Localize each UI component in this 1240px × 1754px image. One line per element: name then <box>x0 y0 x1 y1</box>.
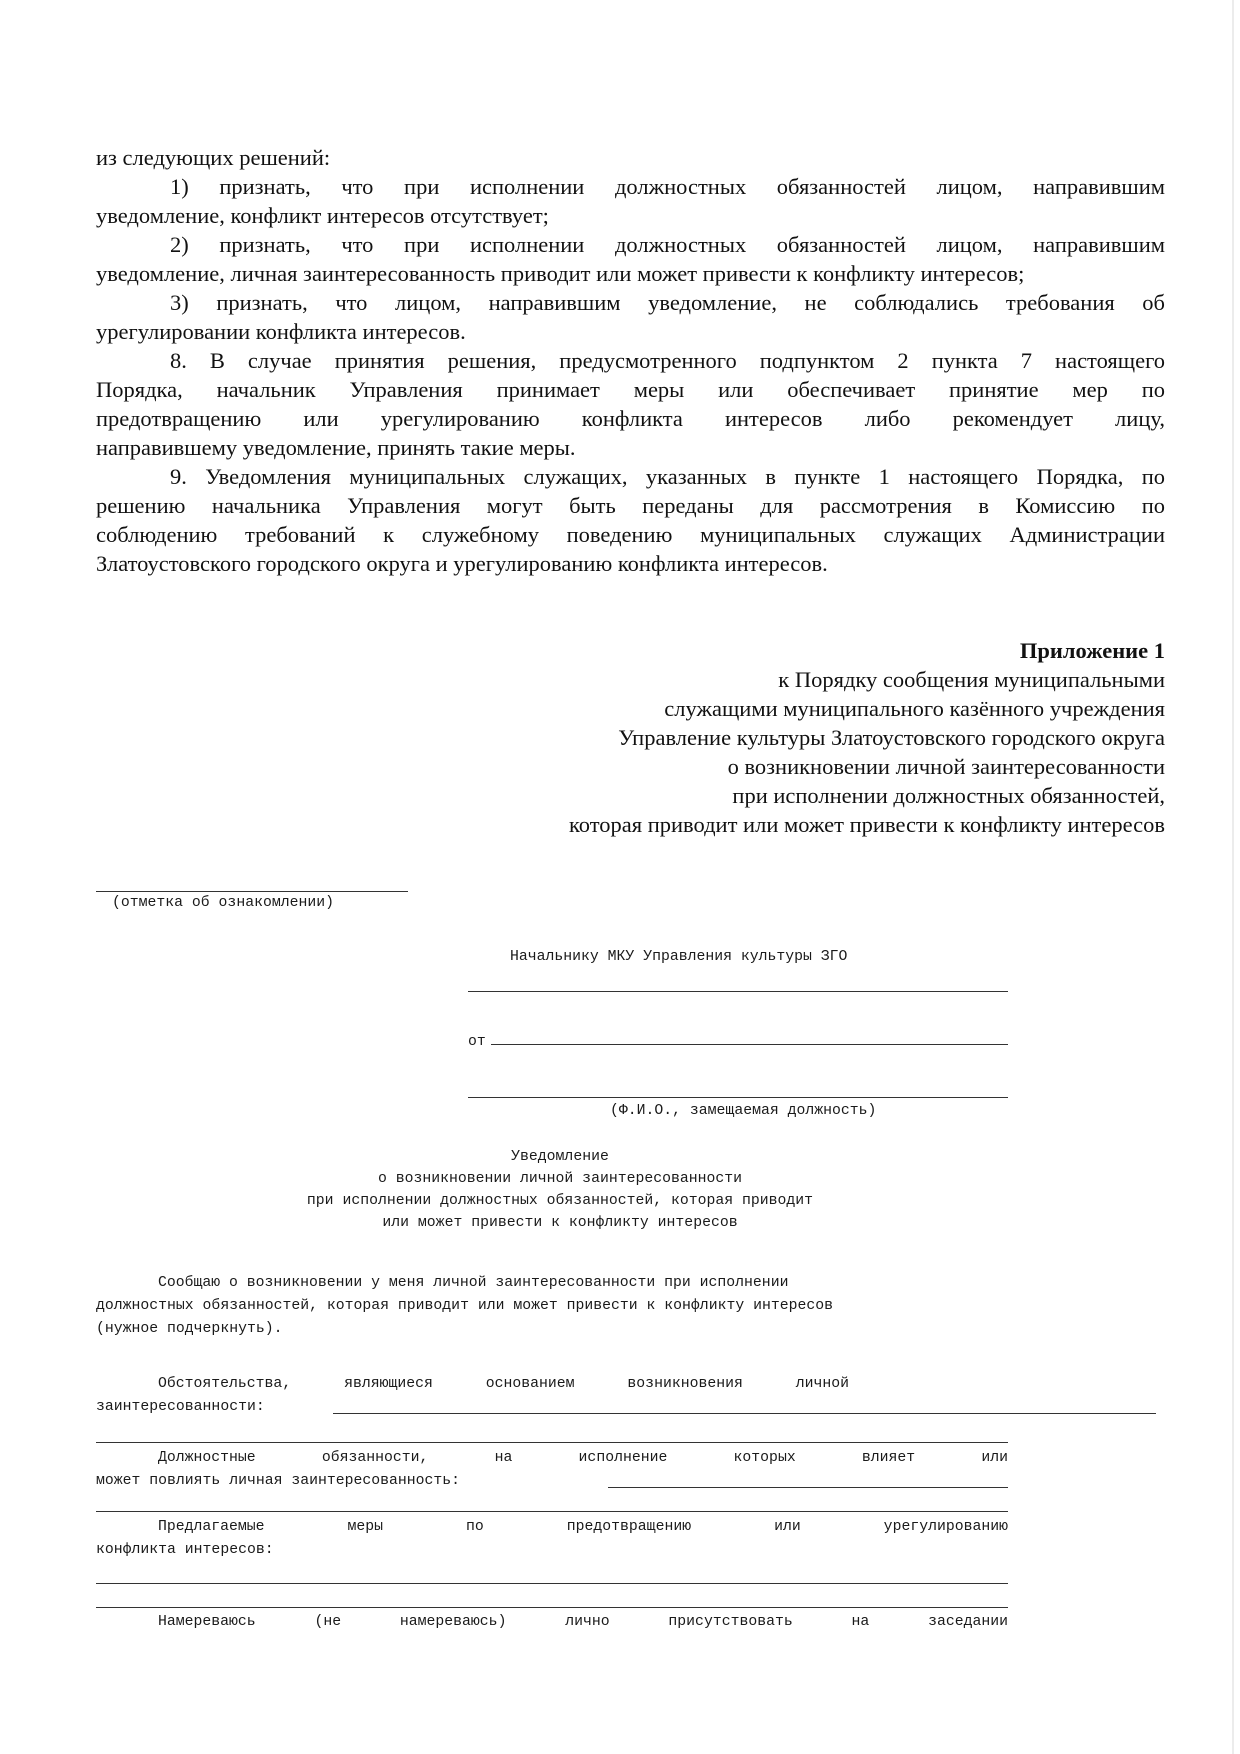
notification-subtitle: или может привести к конфликту интересов <box>382 1215 738 1231</box>
body-line: направившему уведомление, принять такие меры. <box>96 435 576 460</box>
addressee-text: Начальнику МКУ Управления культуры ЗГО <box>510 949 848 965</box>
paragraph-8: 8. В случае принятия решения, предусмотренного подпунктом 2 пункта 7 настоящего <box>170 348 1165 373</box>
appendix-line: Управление культуры Златоустовского городского округа <box>618 725 1165 750</box>
duties-field[interactable] <box>608 1487 1008 1488</box>
measures-field[interactable] <box>96 1583 1008 1584</box>
notification-subtitle: при исполнении должностных обязанностей, которая приводит <box>306 1193 814 1209</box>
paragraph-9: 9. Уведомления муниципальных служащих, указанных в пункте 1 настоящего Порядка, по <box>170 464 1165 489</box>
body-line: уведомление, конфликт интересов отсутствует; <box>96 203 549 228</box>
duties-field-2[interactable] <box>96 1511 1008 1512</box>
body-line: из следующих решений: <box>96 145 331 170</box>
addressee-field[interactable] <box>468 991 1008 992</box>
circumstances-label: заинтересованности: <box>96 1399 265 1415</box>
appendix-line: к Порядку сообщения муниципальными <box>778 667 1165 692</box>
body-line: Порядка, начальник Управления принимает меры или обеспечивает принятие мер по <box>96 377 1165 402</box>
decision-3: 3) признать, что лицом, направившим уведомление, не соблюдались требования об <box>170 290 1165 315</box>
appendix-line: служащими муниципального казённого учреждения <box>664 696 1165 721</box>
intro-line: Сообщаю о возникновении у меня личной заинтересованности при исполнении <box>158 1275 789 1291</box>
notification-title: Уведомление <box>511 1149 609 1165</box>
measures-label: конфликта интересов: <box>96 1542 274 1558</box>
acknowledgement-label: (отметка об ознакомлении) <box>112 895 334 911</box>
notification-subtitle: о возникновении личной заинтересованности <box>377 1171 743 1187</box>
intent-label: Намереваюсь (не намереваюсь) лично присутствовать на заседании <box>158 1614 1008 1630</box>
name-position-label: (Ф.И.О., замещаемая должность) <box>610 1103 877 1119</box>
body-line: предотвращению или урегулированию конфликта интересов либо рекомендует лицу, <box>96 406 1165 431</box>
position-field[interactable] <box>468 1097 1008 1098</box>
decision-1: 1) признать, что при исполнении должностных обязанностей лицом, направившим <box>170 174 1165 199</box>
intro-line: (нужное подчеркнуть). <box>96 1321 283 1337</box>
decision-2: 2) признать, что при исполнении должностных обязанностей лицом, направившим <box>170 232 1165 257</box>
body-line: решению начальника Управления могут быть переданы для рассмотрения в Комиссию по <box>96 493 1165 518</box>
circumstances-field[interactable] <box>333 1413 1156 1414</box>
appendix-line: при исполнении должностных обязанностей, <box>732 783 1165 808</box>
duties-label: Должностные обязанности, на исполнение которых влияет или <box>158 1450 1008 1466</box>
circumstances-label: Обстоятельства, являющиеся основанием возникновения личной <box>158 1376 850 1392</box>
measures-label: Предлагаемые меры по предотвращению или урегулированию <box>158 1519 1008 1535</box>
from-name-field[interactable] <box>491 1044 1008 1045</box>
intro-line: должностных обязанностей, которая приводит или может привести к конфликту интересов <box>96 1298 834 1314</box>
body-line: соблюдению требований к служебному поведению муниципальных служащих Администрации <box>96 522 1165 547</box>
duties-label: может повлиять личная заинтересованность: <box>96 1473 461 1489</box>
body-line: урегулировании конфликта интересов. <box>96 319 466 344</box>
circumstances-field-2[interactable] <box>96 1442 1008 1443</box>
appendix-line: которая приводит или может привести к конфликту интересов <box>568 812 1165 837</box>
measures-field-2[interactable] <box>96 1607 1008 1608</box>
page-edge <box>1232 0 1234 1754</box>
from-label: от <box>468 1034 486 1050</box>
appendix-title: Приложение 1 <box>1019 638 1165 663</box>
appendix-line: о возникновении личной заинтересованности <box>727 754 1165 779</box>
body-line: Златоустовского городского округа и урегулированию конфликта интересов. <box>96 551 828 576</box>
body-line: уведомление, личная заинтересованность приводит или может привести к конфликту интересов; <box>96 261 1025 286</box>
